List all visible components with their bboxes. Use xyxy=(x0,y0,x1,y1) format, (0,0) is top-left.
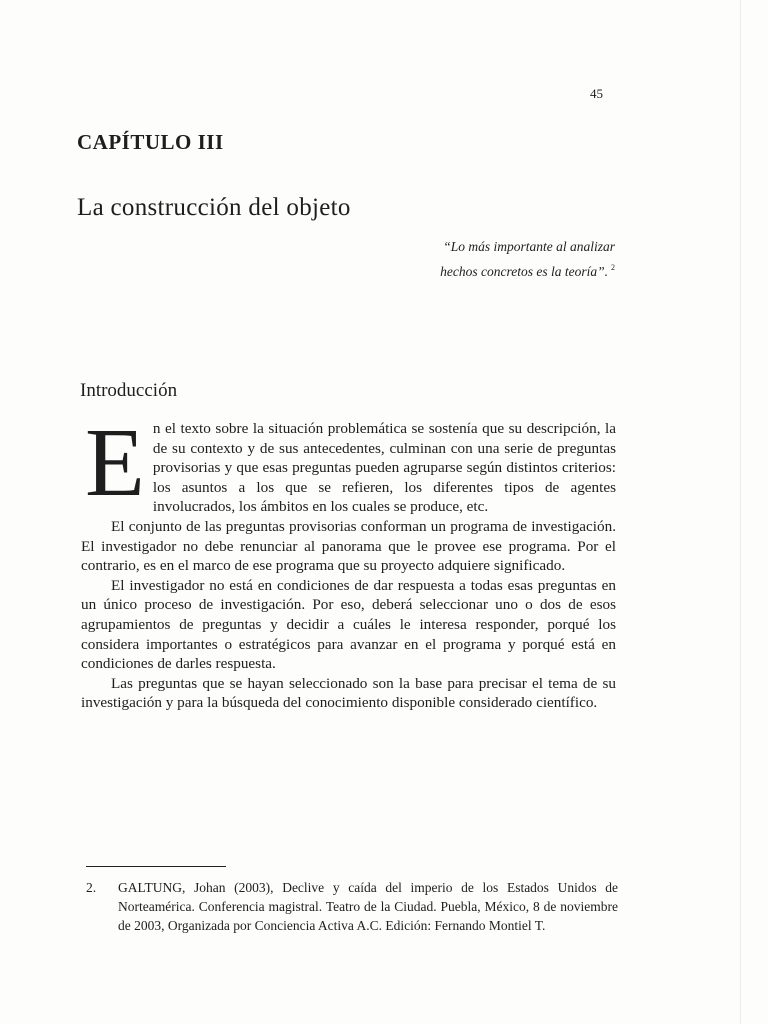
chapter-title: La construcción del objeto xyxy=(77,194,351,221)
paragraph-1 xyxy=(81,409,616,517)
chapter-label: CAPÍTULO III xyxy=(77,130,224,154)
footnote-marker: 2. xyxy=(86,880,97,895)
section-heading: Introducción xyxy=(80,380,178,401)
body-text xyxy=(81,409,616,713)
paragraph-1-text: n el texto sobre la situación problemática se sostenía que su descripción, la de su contexto y de sus antecedentes, culminan con una serie de preguntas provisorias y que esas preguntas pueden agruparse según distintos criterios: los asuntos a los que se refieren, los diferentes tipos de agentes involucrados, los ámbitos en los cuales se produce, etc. xyxy=(152,420,616,516)
paragraph-2: El conjunto de las preguntas provisorias conforman un programa de investigación. El investigador no debe renunciar al panorama que le provee ese programa. Por el contrario, es en el marco de ese programa que su proyecto adquiere significado. xyxy=(81,517,616,575)
epigraph-line-2 xyxy=(330,257,615,282)
epigraph-line-1: “Lo más importante al analizar xyxy=(443,239,615,254)
footnote xyxy=(86,878,618,935)
drop-cap: E xyxy=(85,409,145,517)
footnote-reference: 2 xyxy=(611,263,615,272)
paragraph-4: Las preguntas que se hayan seleccionado son la base para precisar el tema de su investigación y para la búsqueda del conocimiento disponible considerado científico. xyxy=(81,674,616,712)
footnote-text: GALTUNG, Johan (2003), Declive y caída del imperio de los Estados Unidos de Norteamérica. Conferencia magistral. Teatro de la Ciudad. Puebla, México, 8 de noviembre de 2003, Organizada por Conciencia Activa A.C. Edición: Fernando Montiel T. xyxy=(118,880,618,933)
page-number: 45 xyxy=(590,86,603,101)
epigraph xyxy=(330,236,615,282)
epigraph-line-2-text: hechos concretos es la teoría”. xyxy=(440,264,608,279)
paragraph-3: El investigador no está en condiciones de dar respuesta a todas esas preguntas en un único proceso de investigación. Por eso, deberá seleccionar uno o dos de esos agrupamientos de preguntas y decidir a cuáles le interesa responder, porqué los considera importantes o estratégicos para avanzar en el programa y porqué está en condiciones de darles respuesta. xyxy=(81,576,616,673)
page-edge-shadow xyxy=(740,0,741,1024)
footnote-separator xyxy=(86,866,226,867)
